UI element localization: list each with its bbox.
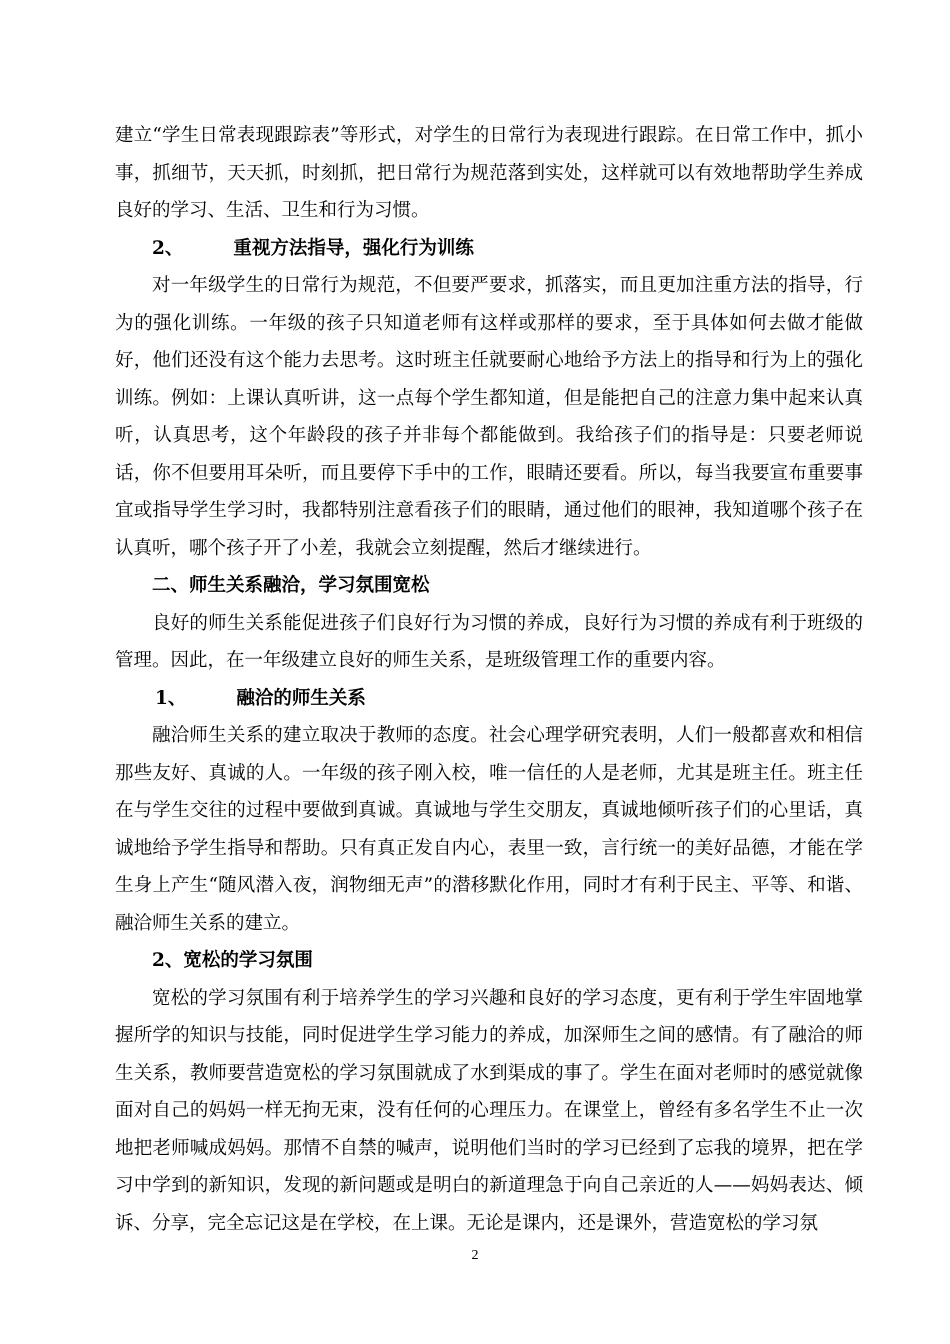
page-number: 2 [471,1248,479,1263]
paragraph-relaxed-atmosphere: 宽松的学习氛围有利于培养学生的学习兴趣和良好的学习态度，更有利于学生牢固地掌握所学的知识与技能，同时促进学生学习能力的养成，加深师生之间的感情。有了融洽的师生关系，教师要营造宽松的学习氛围就成了水到渠成的事了。学生在面对老师时的感觉就像面对自己的妈妈一样无拘无束，没有任何的心理压力。在课堂上，曾经有多名学生不止一次地把老师喊成妈妈。那情不自禁的喊声，说明他们当时的学习已经到了忘我的境界，把在学习中学到的新知识，发现的新问题或是明白的新道理急于向自己亲近的人——妈妈表达、倾诉、分享，完全忘记这是在学校，在上课。无论是课内，还是课外，营造宽松的学习氛 [115,987,863,1234]
paragraph-harmonious-relationship: 融洽师生关系的建立取决于教师的态度。社会心理学研究表明，人们一般都喜欢和相信那些友好、真诚的人。一年级的孩子刚入校，唯一信任的人是老师，尤其是班主任。班主任在与学生交往的过程中要做到真诚。真诚地与学生交朋友，真诚地倾听孩子们的心里话，真诚地给予学生指导和帮助。只有真正发自内心，表里一致，言行统一的美好品德，才能在学生身上产生“随风潜入夜，润物细无声”的潜移默化作用，同时才有利于民主、平等、和谐、融洽师生关系的建立。 [115,725,863,934]
paragraph-relationship-intro: 良好的师生关系能促进孩子们良好行为习惯的养成，良好行为习惯的养成有利于班级的管理。因此，在一年级建立良好的师生关系，是班级管理工作的重要内容。 [115,612,863,671]
document-body [115,117,863,1242]
heading-teacher-student-relationship [115,567,863,605]
heading-title: 融洽的师生关系 [236,687,366,709]
heading-number: 1、 [155,687,187,709]
heading-relaxed-atmosphere [115,942,863,980]
paragraph-daily-tracking: 建立“学生日常表现跟踪表”等形式，对学生的日常行为表现进行跟踪。在日常工作中，抓小事，抓细节，天天抓，时刻抓，把日常行为规范落到实处，这样就可以有效地帮助学生养成良好的学习、生活、卫生和行为习惯。 [115,125,863,221]
heading-number: 2、 [152,237,184,259]
heading-number: 2、 [152,950,184,971]
paragraph-method-guidance: 对一年级学生的日常行为规范，不但要严要求，抓落实，而且更加注重方法的指导，行为的强化训练。一年级的孩子只知道老师有这样或那样的要求，至于具体如何去做才能做好，他们还没有这个能力去思考。这时班主任就要耐心地给予方法上的指导和行为上的强化训练。例如：上课认真听讲，这一点每个学生都知道，但是能把自己的注意力集中起来认真听，认真思考，这个年龄段的孩子并非每个都能做到。我给孩子们的指导是：只要老师说话，你不但要用耳朵听，而且要停下手中的工作，眼睛还要看。所以，每当我要宣布重要事宜或指导学生学习时，我都特别注意看孩子们的眼睛，通过他们的眼神，我知道哪个孩子在认真听，哪个孩子开了小差，我就会立刻提醒，然后才继续进行。 [115,275,863,559]
heading-harmonious-relationship [115,680,863,718]
heading-title: 重视方法指导，强化行为训练 [233,237,474,259]
heading-method-guidance [115,230,863,268]
heading-title: 二、师生关系融洽，学习氛围宽松 [152,575,430,596]
heading-title: 宽松的学习氛围 [183,950,313,971]
